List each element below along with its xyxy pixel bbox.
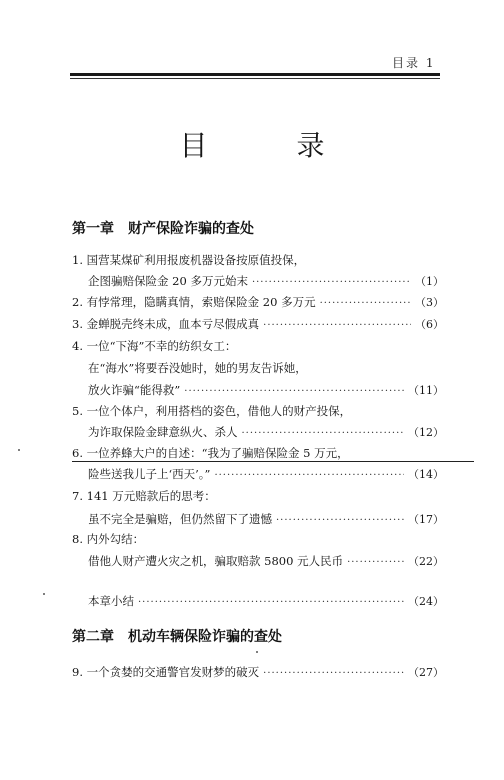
- toc-entry[interactable]: [72, 292, 444, 312]
- page-title: 目 录: [179, 129, 365, 162]
- toc-page-number: （24）: [408, 595, 444, 608]
- toc-page-number: （1）: [415, 275, 444, 288]
- toc-entry-text: 2. 有悖常理，隐瞒真情，索赔保险金 20 多万元: [72, 295, 316, 309]
- toc-entry-text: 9. 一个贪婪的交通警官发财梦的破灭: [72, 665, 260, 679]
- toc-page-number: （3）: [415, 296, 444, 309]
- chapter-heading-2: [72, 626, 282, 646]
- chapter-number: 第一章: [72, 221, 114, 237]
- toc-entry[interactable]: [88, 271, 444, 291]
- header-rule-thin: [70, 78, 440, 79]
- toc-page-number: （11）: [408, 384, 444, 397]
- toc-entry-text: 7. 141 万元赔款后的思考：: [72, 489, 216, 503]
- toc-entry[interactable]: [72, 443, 444, 463]
- toc-entry[interactable]: [88, 380, 444, 400]
- toc-entry[interactable]: [72, 401, 444, 421]
- scan-speck: [256, 651, 258, 653]
- toc-entry-text: 为诈取保险金肆意纵火、杀人: [88, 425, 238, 439]
- leader-dots: [276, 511, 404, 531]
- toc-page-number: （12）: [408, 426, 444, 439]
- chapter-number: 第二章: [72, 629, 114, 645]
- toc-entry[interactable]: [72, 336, 444, 356]
- scan-speck: [43, 593, 45, 595]
- toc-entry[interactable]: [72, 250, 444, 270]
- toc-entry-text: 3. 金蝉脱壳终未成，血本亏尽假成真: [72, 317, 260, 331]
- toc-page-number: （6）: [415, 318, 444, 331]
- toc-entry-text: 6. 一位养蜂大户的自述：“我为了骗赔保险金 5 万元，: [72, 446, 349, 460]
- toc-entry[interactable]: [72, 314, 444, 334]
- toc-page-number: （17）: [408, 513, 444, 526]
- leader-dots: [138, 593, 404, 613]
- toc-entry-text: 8. 内外勾结：: [72, 532, 145, 546]
- toc-entry[interactable]: [88, 509, 444, 529]
- toc-page-number: （14）: [408, 468, 444, 481]
- toc-entry-text: 险些送我儿子上‘西天’。”: [88, 467, 211, 481]
- leader-dots: [252, 273, 411, 293]
- scan-speck: [18, 449, 20, 451]
- leader-dots: [320, 294, 411, 314]
- toc-entry-text: 本章小结: [88, 594, 134, 608]
- toc-entry-text: 在“海水”将要吞没她时，她的男友告诉她，: [88, 361, 307, 375]
- toc-entry-text: 借他人财产遭火灾之机，骗取赔款 5800 元人民币: [88, 554, 344, 568]
- toc-entry[interactable]: [88, 422, 444, 442]
- toc-entry[interactable]: [88, 551, 444, 571]
- toc-entry[interactable]: [88, 464, 444, 484]
- leader-dots: [263, 664, 404, 684]
- header-rule: [70, 73, 440, 76]
- chapter-heading-1: [72, 218, 254, 238]
- scan-line: [72, 461, 474, 462]
- toc-entry[interactable]: [72, 662, 444, 682]
- toc-entry-text: 4. 一位“下海”不幸的纺织女工：: [72, 339, 237, 353]
- leader-dots: [263, 316, 411, 336]
- toc-entry[interactable]: [72, 529, 444, 549]
- leader-dots: [184, 382, 404, 402]
- running-head: 目录 1: [392, 56, 436, 70]
- toc-entry-text: 5. 一位个体户，利用搭档的姿色，借他人的财产投保，: [72, 404, 352, 418]
- toc-entry-text: 虽不完全是骗赔，但仍然留下了遗憾: [88, 512, 272, 526]
- toc-entry[interactable]: [88, 358, 444, 378]
- toc-page-number: （27）: [408, 666, 444, 679]
- toc-entry-text: 放火诈骗“能得救”: [88, 383, 181, 397]
- leader-dots: [242, 424, 405, 444]
- leader-dots: [347, 553, 404, 573]
- leader-dots: [214, 466, 404, 486]
- chapter-name: 机动车辆保险诈骗的查处: [128, 629, 282, 645]
- toc-entry-text: 企图骗赔保险金 20 多万元始末: [88, 274, 248, 288]
- toc-entry-text: 1. 国营某煤矿利用报废机器设备按原值投保，: [72, 253, 306, 267]
- chapter-name: 财产保险诈骗的查处: [128, 221, 254, 237]
- toc-page-number: （22）: [408, 555, 444, 568]
- toc-entry[interactable]: [72, 486, 444, 506]
- toc-entry[interactable]: [88, 591, 444, 611]
